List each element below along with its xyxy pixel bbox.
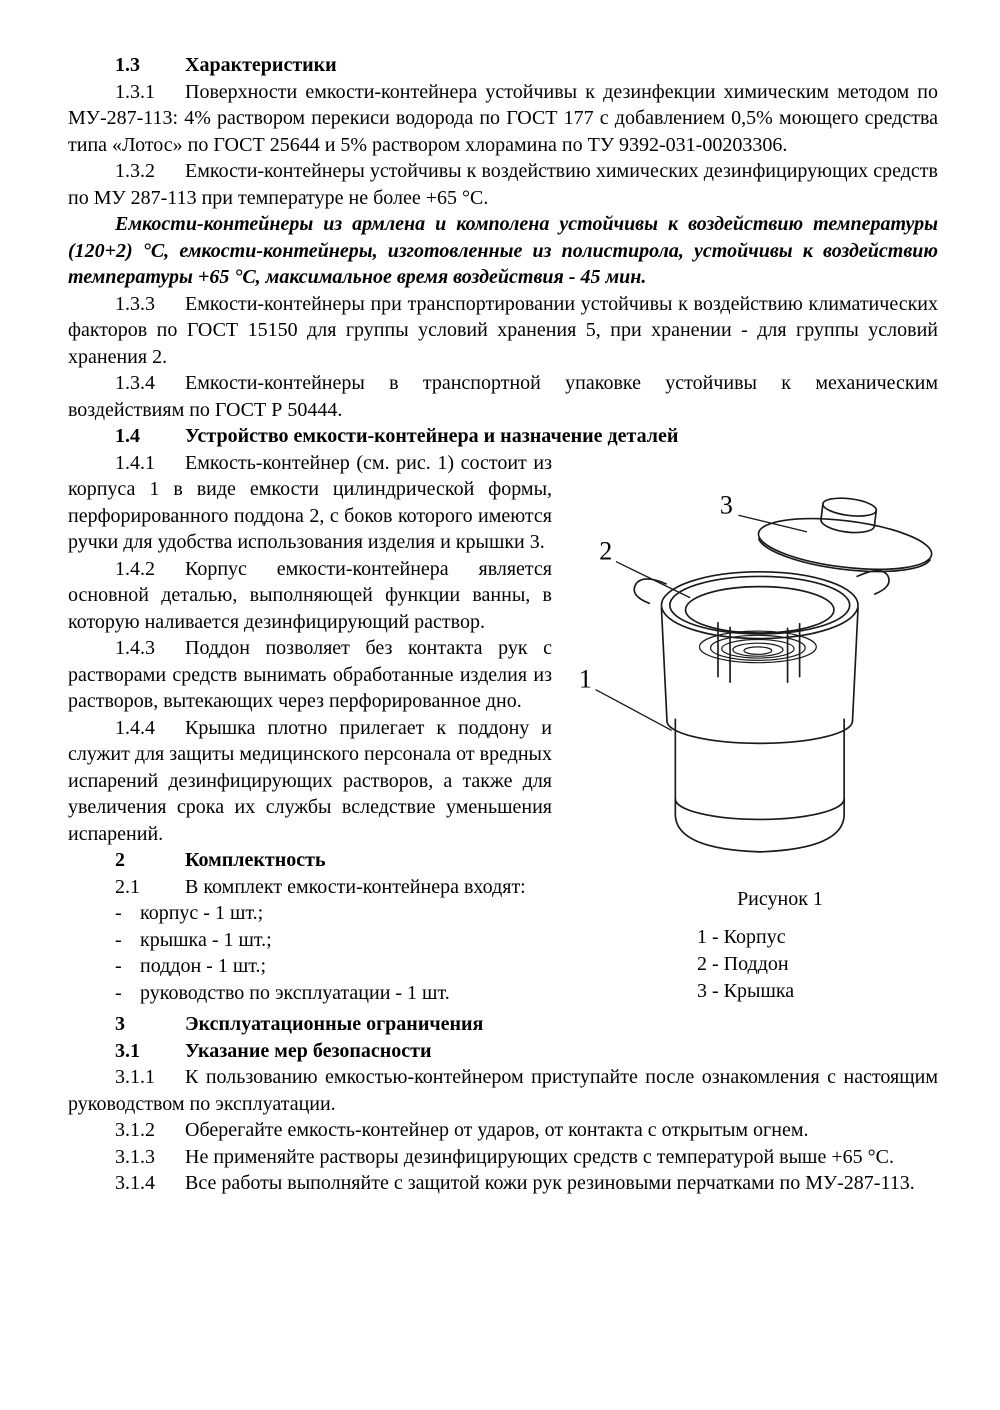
paragraph-text: Емкость-контейнер (см. рис. 1) состоит из корпуса 1 в виде емкости цилиндрической формы, перфорированного поддона 2, с боков которого имеются ручки для удобства использования изделия и крышки 3. [68,451,552,553]
list-marker: - [115,955,122,977]
callout-line-2 [616,561,690,597]
paragraph-text: Емкости-контейнеры при транспортировании устойчивы к воздействию климатических факторов по ГОСТ 15150 для группы условий хранения 5, при хранении - для группы условий хранения 2. [68,292,938,368]
section-title: Комплектность [185,849,326,871]
paragraph-number: 2.1 [115,875,140,898]
list-marker: - [115,928,122,951]
section-number: 3 [115,1013,125,1035]
paragraph-1-3-4 [68,370,938,423]
list-item-text: поддон - 1 шт.; [140,955,267,977]
paragraph-3-1-1 [68,1064,938,1117]
paragraph-text: Поддон позволяет без контакта рук с растворами средств вынимать обработанные изделия из растворов, вытекающих через перфорированное дно. [68,637,552,712]
paragraph-number: 1.4.3 [115,637,155,659]
paragraph-text: Не применяйте растворы дезинфицирующих средств с температурой выше +65 °С. [185,1145,894,1168]
paragraph-number: 1.3.2 [115,160,155,182]
section-number: 1.3 [115,54,140,76]
section-title: Характеристики [185,54,337,76]
list-item-text: крышка - 1 шт.; [140,928,272,951]
figure-1 [562,454,938,1006]
paragraph-number: 3.1.2 [115,1119,155,1141]
paragraph-number: 1.4.4 [115,716,155,739]
note-paragraph [68,211,938,291]
section-title: Устройство емкости-контейнера и назначение деталей [185,425,679,447]
paragraph-number: 3.1.3 [115,1145,155,1168]
paragraph-text: Оберегайте емкость-контейнер от ударов, от контакта с открытым огнем. [185,1119,809,1141]
section-title: Указание мер безопасности [185,1039,432,1062]
legend-item-tray: 2 - Поддон [697,953,789,975]
perforated-bottom-shape [699,631,816,663]
list-marker: - [115,981,122,1004]
paragraph-1-3-3 [68,291,938,371]
callout-label-2: 2 [599,536,613,566]
paragraph-number: 1.3.3 [115,292,155,315]
section-number: 1.4 [115,425,140,447]
paragraph-3-1-3 [68,1144,938,1171]
list-marker: - [115,902,122,924]
list-item-text: руководство по эксплуатации - 1 шт. [140,981,450,1004]
section-3-heading [68,1011,938,1038]
tray-shape [634,570,889,682]
paragraph-text: Поверхности емкости-контейнера устойчивы к дезинфекции химическим методом по МУ-287-113: 4% раствором перекиси водорода по ГОСТ 177 с добавлением 0,5% моющего средства типа «Лотос» по ГОСТ 25644 и 5% раствором хлорамина по ТУ 9392-031-00203306. [68,80,938,156]
callout-line-3 [738,515,807,532]
body-rim-shape [661,571,858,638]
paragraph-text: Корпус емкости-контейнера является основной деталью, выполняющей функции ванны, в которую наливается дезинфицирующий раствор. [68,557,552,633]
container-line-art-svg [562,454,938,876]
callout-label-3: 3 [719,489,733,519]
paragraph-3-1-4 [68,1170,938,1197]
paragraph-1-3-1 [68,79,938,159]
paragraph-1-3-2 [68,158,938,211]
section-number: 2 [115,849,125,871]
paragraph-text: Все работы выполняйте с защитой кожи рук резиновыми перчатками по МУ-287-113. [185,1172,915,1194]
section-number: 3.1 [115,1039,140,1062]
paragraph-number: 1.3.4 [115,372,155,394]
section-1-3-heading [68,52,938,79]
section-3-1-heading [68,1038,938,1065]
legend-item-lid: 3 - Крышка [697,980,795,1002]
paragraph-number: 1.4.2 [115,557,155,580]
paragraph-number: 3.1.4 [115,1172,155,1194]
paragraph-number: 1.4.1 [115,451,155,474]
paragraph-number: 3.1.1 [115,1066,155,1088]
legend-item-body: 1 - Корпус [697,926,786,948]
lid-shape [755,488,937,580]
section-1-4-heading [68,423,938,450]
paragraph-text: Емкости-контейнеры в транспортной упаковке устойчивы к механическим воздействиям по ГОСТ Р 50444. [68,372,938,421]
callout-label-1: 1 [578,664,592,694]
note-text: Емкости-контейнеры из армлена и комполена устойчивы к воздействию температуры (120+2) °С, емкости-контейнеры, изготовленные из полистирола, устойчивы к воздействию температуры +65 °С, максимальное время воздействия - 45 мин. [68,213,938,288]
paragraph-text: К пользованию емкостью-контейнером приступайте после ознакомления с настоящим руководством по эксплуатации. [68,1066,938,1115]
paragraph-text: Емкости-контейнеры устойчивы к воздействию химических дезинфицирующих средств по МУ 287-113 при температуре не более +65 °С. [68,160,938,209]
list-item-text: корпус - 1 шт.; [140,902,264,924]
figure-caption: Рисунок 1 [737,887,823,910]
paragraph-text: В комплект емкости-контейнера входят: [185,875,526,898]
callout-line-1 [596,689,672,730]
figure-legend [697,924,938,1005]
section-title: Эксплуатационные ограничения [185,1013,484,1035]
paragraph-3-1-2 [68,1117,938,1144]
container-drawing [562,454,938,876]
body-lower-shape [661,607,858,851]
paragraph-text: Крышка плотно прилегает к поддону и служит для защиты медицинского персонала от вредных испарений дезинфицирующих растворов, а также для увеличения срока их службы вследствие уменьшения испарений. [68,716,552,845]
paragraph-number: 1.3.1 [115,80,155,103]
